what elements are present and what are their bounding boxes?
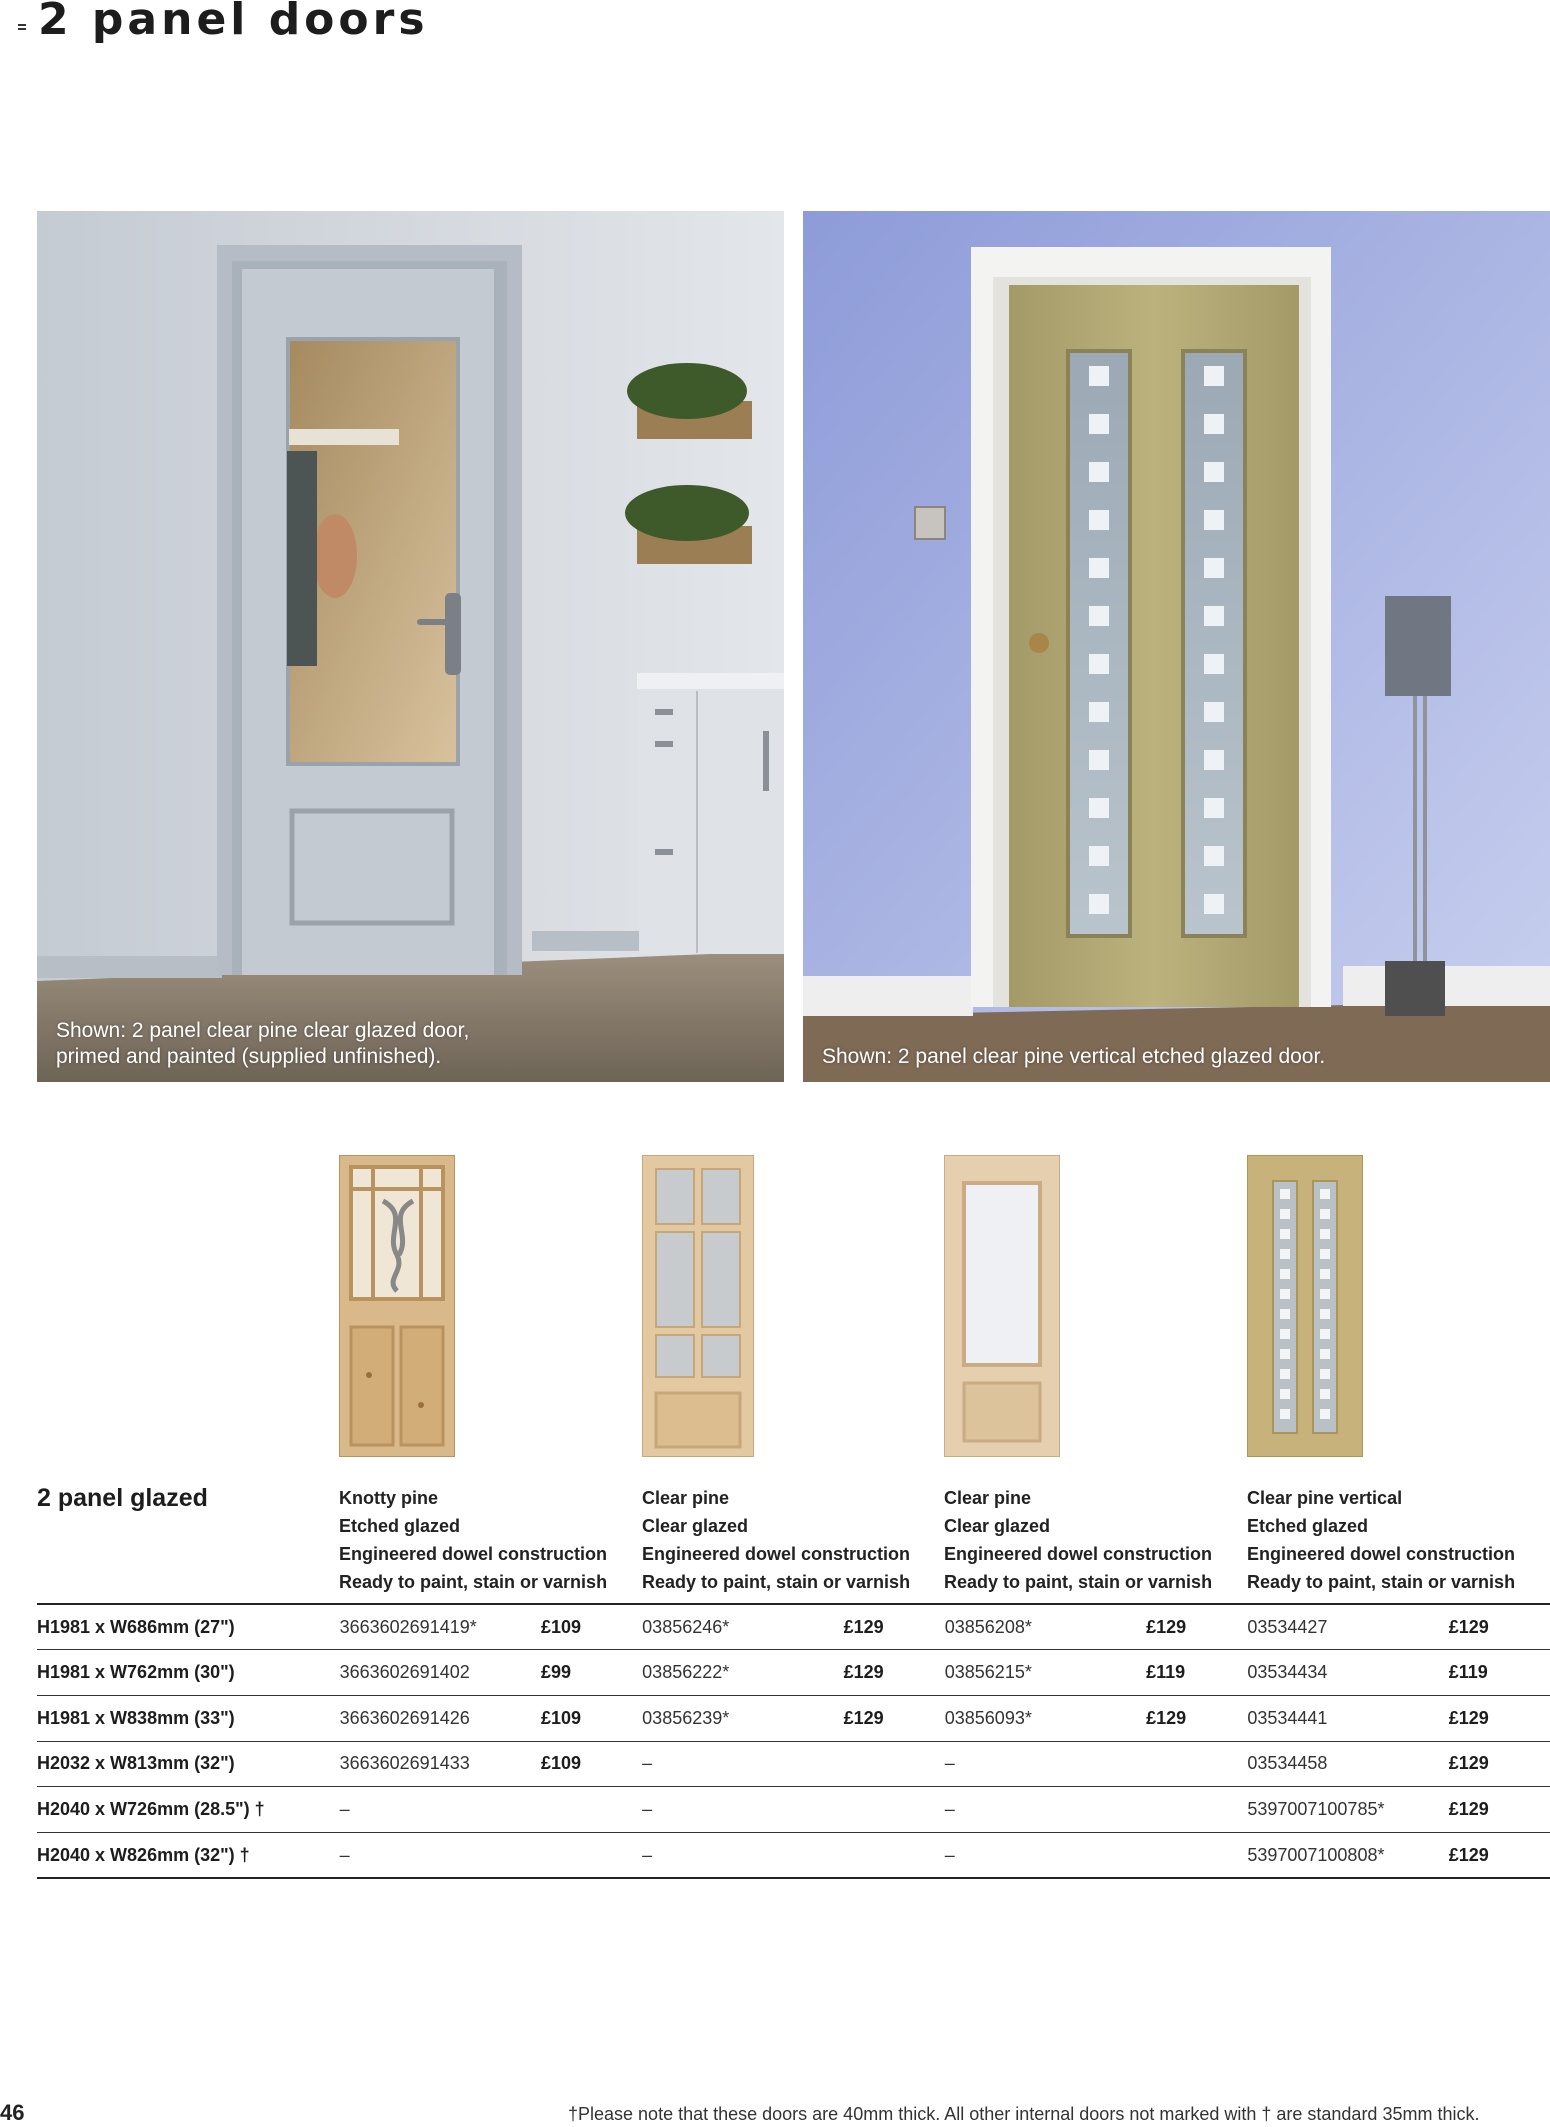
product-desc-line: Etched glazed <box>1247 1516 1369 1536</box>
product-desc-line: Ready to paint, stain or varnish <box>1247 1572 1516 1592</box>
product-desc-line: Etched glazed <box>339 1516 461 1536</box>
product-description-clear-pine-single-pane <box>944 1484 1244 1596</box>
product-code: 03856215* <box>944 1662 1032 1683</box>
painted-door-illustration <box>37 211 784 1082</box>
price: £129 <box>1448 1707 1489 1728</box>
product-description-clear-pine-6-pane <box>642 1484 942 1596</box>
product-desc-line: Clear pine <box>642 1488 730 1508</box>
table-row <box>37 1787 1550 1833</box>
door-thumb-clear-pine-clear-glazed-6-pane <box>642 1155 754 1457</box>
product-desc-line: Clear pine vertical <box>1247 1488 1403 1508</box>
product-code: 03534434 <box>1247 1662 1328 1683</box>
table-row <box>37 1650 1550 1696</box>
product-desc-line: Clear glazed <box>642 1516 749 1536</box>
product-desc-line: Ready to paint, stain or varnish <box>944 1572 1213 1592</box>
price <box>541 1832 642 1878</box>
product-description-knotty-pine <box>339 1484 639 1596</box>
footnote: †Please note that these doors are 40mm thick. All other internal doors not marked with † are standard 35mm thick. <box>568 2104 1480 2124</box>
product-code: 3663602691433 <box>339 1753 470 1774</box>
price <box>844 1832 945 1878</box>
price <box>541 1787 642 1833</box>
product-code: 03856246* <box>642 1616 730 1637</box>
product-code: 5397007100808* <box>1247 1844 1385 1865</box>
price <box>1146 1741 1247 1787</box>
product-code: – <box>339 1799 350 1820</box>
price: £129 <box>1448 1753 1489 1774</box>
product-desc-line: Ready to paint, stain or varnish <box>642 1572 911 1592</box>
price <box>1146 1787 1247 1833</box>
product-desc-line: Engineered dowel construction <box>642 1544 911 1564</box>
product-code: 03856222* <box>642 1662 730 1683</box>
product-code: 03856208* <box>944 1616 1032 1637</box>
table-row <box>37 1695 1550 1741</box>
size-cell: H1981 x W686mm (27") <box>37 1616 235 1637</box>
product-code: – <box>944 1753 955 1774</box>
photo-painted-glazed-door <box>37 211 784 1082</box>
price: £119 <box>1448 1662 1488 1683</box>
price: £129 <box>1448 1616 1489 1637</box>
product-code: 03534458 <box>1247 1753 1328 1774</box>
size-cell: H2040 x W726mm (28.5") † <box>37 1799 265 1820</box>
table-row <box>37 1741 1550 1787</box>
price: £109 <box>540 1753 582 1774</box>
product-code: – <box>944 1799 955 1820</box>
right-photo-caption: Shown: 2 panel clear pine vertical etched glazed door. <box>822 1045 1326 1068</box>
product-code: – <box>642 1844 653 1865</box>
product-desc-line: Knotty pine <box>339 1488 438 1508</box>
size-cell: H1981 x W762mm (30") <box>37 1662 235 1683</box>
pine-door-illustration <box>803 211 1550 1082</box>
price: £129 <box>843 1662 884 1683</box>
photo-pine-vertical-etched-door <box>803 211 1550 1082</box>
price: £99 <box>540 1662 572 1683</box>
product-code: 03534441 <box>1247 1707 1328 1728</box>
product-code: – <box>642 1753 653 1774</box>
price: £129 <box>1448 1799 1489 1820</box>
door-thumb-clear-pine-vertical-etched <box>1247 1155 1363 1457</box>
product-code: 03856093* <box>944 1707 1032 1728</box>
title-marker <box>18 24 26 30</box>
price: £129 <box>1146 1707 1187 1728</box>
left-caption-line-2: primed and painted (supplied unfinished). <box>56 1045 442 1068</box>
product-desc-line: Ready to paint, stain or varnish <box>339 1572 608 1592</box>
product-desc-line: Engineered dowel construction <box>339 1544 608 1564</box>
section-label: 2 panel glazed <box>37 1484 208 1512</box>
product-code: – <box>339 1844 350 1865</box>
door-thumb-clear-pine-clear-glazed-single-pane <box>944 1155 1060 1457</box>
page-title: 2 panel doors <box>38 0 429 45</box>
price <box>1146 1832 1247 1878</box>
price: £129 <box>1448 1844 1489 1865</box>
left-photo-caption <box>56 1018 469 1070</box>
product-code: – <box>642 1799 653 1820</box>
price <box>844 1741 945 1787</box>
product-code: 5397007100785* <box>1247 1799 1385 1820</box>
size-cell: H2032 x W813mm (32") <box>37 1753 235 1774</box>
table-row <box>37 1832 1550 1878</box>
product-code: 3663602691426 <box>339 1707 470 1728</box>
product-code: 03856239* <box>642 1707 730 1728</box>
left-caption-line-1: Shown: 2 panel clear pine clear glazed door, <box>56 1019 470 1042</box>
price: £129 <box>843 1616 884 1637</box>
product-desc-line: Engineered dowel construction <box>944 1544 1213 1564</box>
price <box>844 1787 945 1833</box>
product-code: 3663602691402 <box>339 1662 470 1683</box>
price: £129 <box>1146 1616 1187 1637</box>
product-code: 3663602691419* <box>339 1616 477 1637</box>
product-desc-line: Engineered dowel construction <box>1247 1544 1516 1564</box>
door-thumb-knotty-pine-etched <box>339 1155 455 1457</box>
page-number: 46 <box>0 2100 25 2125</box>
size-price-table <box>37 1603 1550 1879</box>
product-code: – <box>944 1844 955 1865</box>
product-code: 03534427 <box>1247 1616 1328 1637</box>
price: £119 <box>1146 1662 1186 1683</box>
price: £109 <box>540 1616 582 1637</box>
table-row <box>37 1604 1550 1650</box>
product-description-clear-pine-vertical <box>1247 1484 1547 1596</box>
size-cell: H1981 x W838mm (33") <box>37 1707 235 1728</box>
product-desc-line: Clear pine <box>944 1488 1032 1508</box>
price: £109 <box>540 1707 582 1728</box>
size-cell: H2040 x W826mm (32") † <box>37 1844 250 1865</box>
product-desc-line: Clear glazed <box>944 1516 1051 1536</box>
price: £129 <box>843 1707 884 1728</box>
